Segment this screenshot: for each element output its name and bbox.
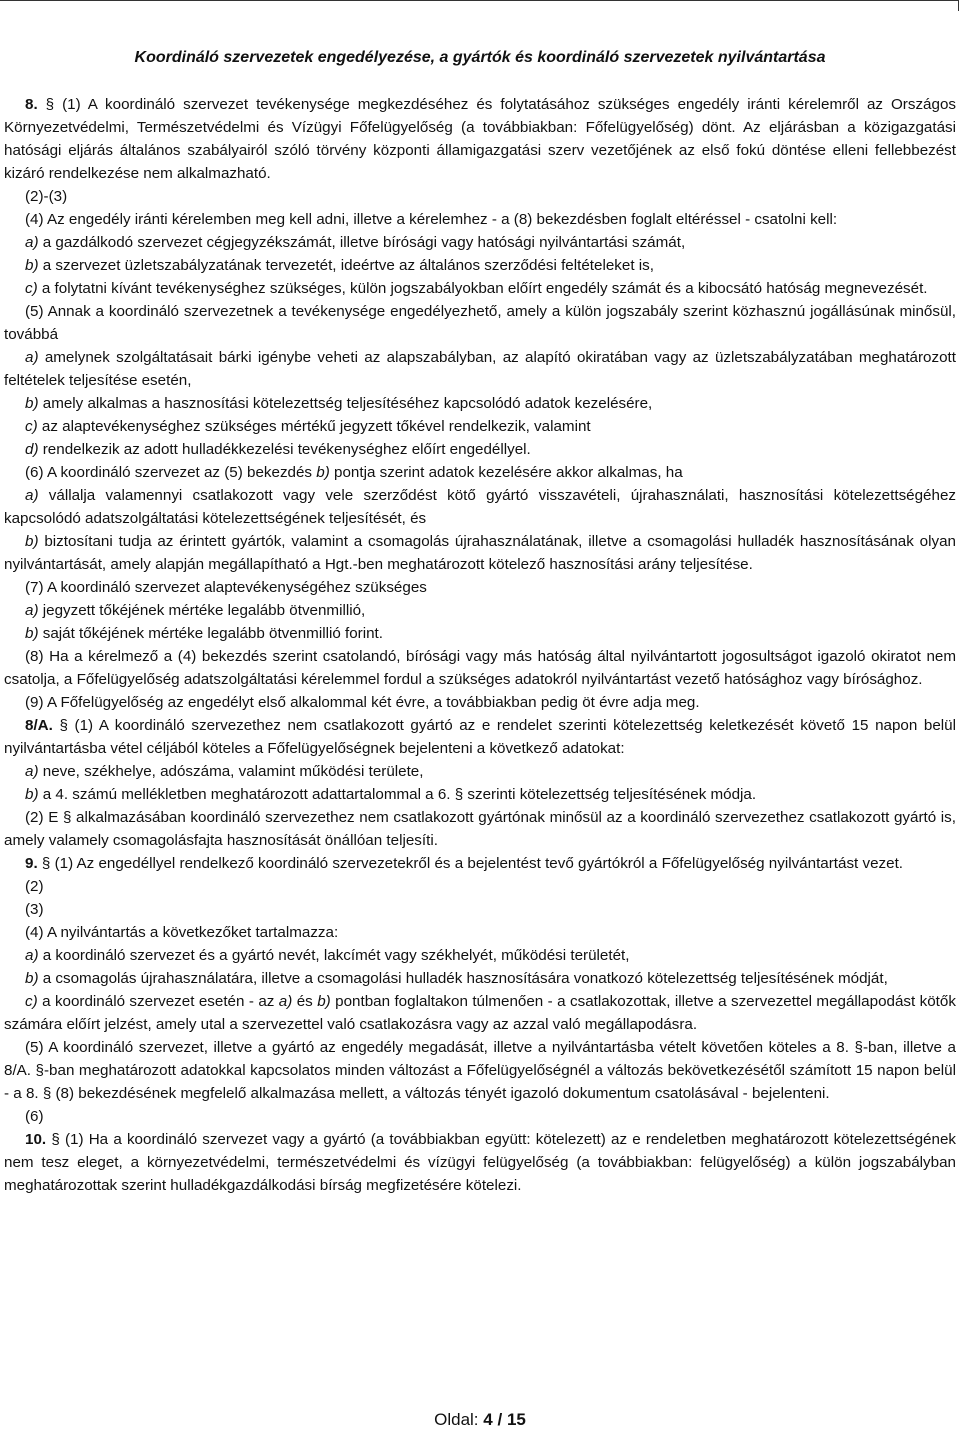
paragraph-text: (6) A koordináló szervezet az (5) bekezdés (25, 464, 313, 481)
paragraph-text: § (1) A koordináló szervezet tevékenysége megkezdéséhez és folytatásához szükséges engedély iránti kérelemről az Országos Környezetvédelmi, Természetvédelmi és Vízügyi Főfelügyelőség (a továbbiakban: Főfelügyelőség) dönt. Az eljárásban a közigazgatási hatósági eljárás általános szabályairól szóló törvény központi államigazgatási szerv vezetőjének az első fokú döntése elleni fellebbezést kizáró rendelkezése nem alkalmazható. (4, 96, 956, 182)
section-9-point-4b (4, 967, 956, 990)
page-separator: / (497, 1410, 503, 1429)
point-text: saját tőkéjének mértéke legalább ötvenmillió forint. (42, 625, 383, 642)
section-8-point-6b (4, 530, 956, 576)
point-text: amelynek szolgáltatásait bárki igénybe veheti az alapszabályban, az alapító okiratában vagy az üzletszabályzatában meghatározott feltételek teljesítése esetén, (4, 349, 956, 389)
section-9-paragraph-4: (4) A nyilvántartás a következőket tartalmazza: (25, 924, 339, 941)
section-9-paragraph-2: (2) (25, 878, 44, 895)
section-8-point-7b (4, 622, 956, 645)
point-text: a folytatni kívánt tevékenységhez szükséges, külön jogszabályokban előírt engedély számát és a kibocsátó hatóság megnevezését. (41, 280, 928, 297)
paragraph-text: § (1) Ha a koordináló szervezet vagy a gyártó (a továbbiakban együtt: kötelezett) az e rendeletben meghatározott kötelezettségének nem tesz eleget, a környezetvédelmi, természetvédelmi és vízügyi felügyelőség (a továbbiakban: felügyelőség) a külön jogszabályban meghatározottak szerint hulladékgazdálkodási bírság megfizetésére kötelezi. (4, 1131, 956, 1194)
point-label: b) (25, 395, 39, 412)
paragraph-text: pontja szerint adatok kezelésére akkor alkalmas, ha (334, 464, 683, 481)
point-label: a) (25, 947, 39, 964)
section-10-paragraph-1 (4, 1128, 956, 1197)
point-label: a) (25, 763, 39, 780)
point-text: a koordináló szervezet és a gyártó nevét, lakcímét vagy székhelyét, működési területét, (42, 947, 630, 964)
paragraph-text: § (1) Az engedéllyel rendelkező koordináló szervezetekről és a bejelentést tevő gyártókról a Főfelügyelőség nyilvántartást vezet. (41, 855, 904, 872)
section-8a-point-1a (4, 760, 956, 783)
section-9-paragraph-5: (5) A koordináló szervezet, illetve a gyártó az engedély megadását, illetve a nyilvántartásba vételt követően köteles a 8. §-ban, illetve a 8/A. §-ban meghatározott adatokkal kapcsolatos minden változást a Főfelügyelőségnél a változás bekövetkezésétől számított 15 napon belül - a 8. § (8) bekezdésének megfelelő alkalmazása mellett, a változás tényét igazoló dokumentum csatolásával - bejelenteni. (4, 1039, 956, 1102)
section-8-paragraph-4: (4) Az engedély iránti kérelemben meg kell adni, illetve a kérelemhez - a (8) bekezdésben foglalt eltéréssel - csatolni kell: (25, 211, 838, 228)
point-text: a gazdálkodó szervezet cégjegyzékszámát, illetve bírósági vagy hatósági nyilvántartási számát, (42, 234, 686, 251)
point-label: b) (25, 533, 39, 550)
point-label: d) (25, 441, 39, 458)
section-8-paragraph-2-3: (2)-(3) (25, 188, 68, 205)
page-total: 15 (506, 1410, 526, 1429)
section-8-paragraph-5: (5) Annak a koordináló szervezetnek a tevékenysége engedélyezhető, amely a külön jogszabály szerint közhasznú jogállásúnak minősül, továbbá (4, 303, 956, 343)
section-8-paragraph-8: (8) Ha a kérelmező a (4) bekezdés szerint csatolandó, bírósági vagy más hatóság által nyilvántartott jogosultságot igazoló okiratot nem csatolja, a Főfelügyelőség adatszolgáltatási kérelemmel fordul a szükséges adatokról nyilvántartást vezető hatósághoz vagy bírósághoz. (4, 648, 956, 688)
section-8-point-5b (4, 392, 956, 415)
point-text: jegyzett tőkéjének mértéke legalább ötvenmillió, (42, 602, 366, 619)
section-8-paragraph-1 (4, 93, 956, 185)
point-text: a 4. számú mellékletben meghatározott adattartalommal a 6. § szerinti kötelezettség teljesítésének módja. (42, 786, 757, 803)
point-label: c) (25, 418, 38, 435)
section-8-point-5a (4, 346, 956, 392)
section-8a-paragraph-1 (4, 714, 956, 760)
section-8-paragraph-6 (4, 461, 956, 484)
document-body (4, 93, 956, 1197)
paragraph-text: § (1) A koordináló szervezethez nem csatlakozott gyártó az e rendelet szerinti kötelezettség keletkezését követő 15 napon belül nyilvántartásba vétel céljából köteles a Főfelügyelőségnek bejelenteni a következő adatokat: (4, 717, 956, 757)
page-footer (0, 1408, 960, 1432)
point-label: a) (25, 602, 39, 619)
section-9-point-4a (4, 944, 956, 967)
point-text: a koordináló szervezet esetén - az (42, 993, 275, 1010)
section-9-paragraph-1 (4, 852, 956, 875)
point-label: c) (25, 993, 38, 1010)
point-label: a) (25, 349, 39, 366)
point-label: a) (25, 234, 39, 251)
section-8-point-6a (4, 484, 956, 530)
point-ref: a) (278, 993, 293, 1010)
section-8a-paragraph-2: (2) E § alkalmazásában koordináló szervezethez nem csatlakozott gyártónak minősül az a koordináló szervezethez csatlakozott gyártó is, amely valamely csomagolásfajta hasznosítását önállóan teljesíti. (4, 809, 956, 849)
point-label: b) (25, 786, 39, 803)
point-label: a) (25, 487, 39, 504)
point-label: b) (25, 625, 39, 642)
section-8-point-4a (4, 231, 956, 254)
point-ref: b) (317, 993, 331, 1010)
section-8-point-5c (4, 415, 956, 438)
section-8-point-5d (4, 438, 956, 461)
point-text: biztosítani tudja az érintett gyártók, valamint a csomagolás újrahasználatának, illetve a csomagolási hulladék hasznosításának olyan nyilvántartását, amely alapján megállapítható a Hgt.-ben meghatározott kötelező hasznosítási arány teljesítése. (4, 533, 956, 573)
section-8-paragraph-9: (9) A Főfelügyelőség az engedélyt első alkalommal két évre, a továbbiakban pedig öt évre adja meg. (25, 694, 700, 711)
point-text: az alaptevékenységhez szükséges mértékű jegyzett tőkével rendelkezik, valamint (41, 418, 591, 435)
point-label: b) (25, 970, 39, 987)
page-label: Oldal: (434, 1410, 479, 1429)
section-number: 8. (25, 96, 38, 113)
point-text: pontban foglaltakon túlmenően - a csatlakozottak, illetve a szervezettel megállapodást kötők számára előírt jelzést, amely utal a szervezettel való csatlakozásra vagy az azzal való megállapodásra. (4, 993, 956, 1033)
point-text: vállalja valamennyi csatlakozott vagy vele szerződést kötő gyártó visszavételi, újrahasználati, hasznosítási kötelezettségéhez kapcsolódó adatszolgáltatási kötelezettségének teljesítését, és (4, 487, 956, 527)
point-text: és (296, 993, 313, 1010)
page-number: 4 (483, 1410, 493, 1429)
point-text: amely alkalmas a hasznosítási kötelezettség teljesítéséhez kapcsolódó adatok kezelésére, (42, 395, 653, 412)
section-number: 8/A. (25, 717, 53, 734)
page-title: Koordináló szervezetek engedélyezése, a gyártók és koordináló szervezetek nyilvántartása (134, 49, 826, 66)
point-text: a csomagolás újrahasználatára, illetve a csomagolási hulladék hasznosítására vonatkozó kötelezettség teljesítésének módját, (42, 970, 888, 987)
section-8a-point-1b (4, 783, 956, 806)
point-label: c) (25, 280, 38, 297)
header-rule (0, 0, 959, 11)
point-text: rendelkezik az adott hulladékkezelési tevékenységhez előírt engedéllyel. (42, 441, 531, 458)
section-8-point-4c (4, 277, 956, 300)
section-number: 9. (25, 855, 38, 872)
point-label: b) (316, 464, 330, 481)
section-8-point-7a (4, 599, 956, 622)
section-9-point-4c (4, 990, 956, 1036)
section-number: 10. (25, 1131, 47, 1148)
section-9-paragraph-6: (6) (25, 1108, 44, 1125)
section-8-paragraph-7: (7) A koordináló szervezet alaptevékenységéhez szükséges (25, 579, 427, 596)
point-text: a szervezet üzletszabályzatának tervezetét, ideértve az általános szerződési feltételeket is, (42, 257, 654, 274)
point-text: neve, székhelye, adószáma, valamint működési területe, (42, 763, 424, 780)
point-label: b) (25, 257, 39, 274)
section-8-point-4b (4, 254, 956, 277)
section-9-paragraph-3: (3) (25, 901, 44, 918)
